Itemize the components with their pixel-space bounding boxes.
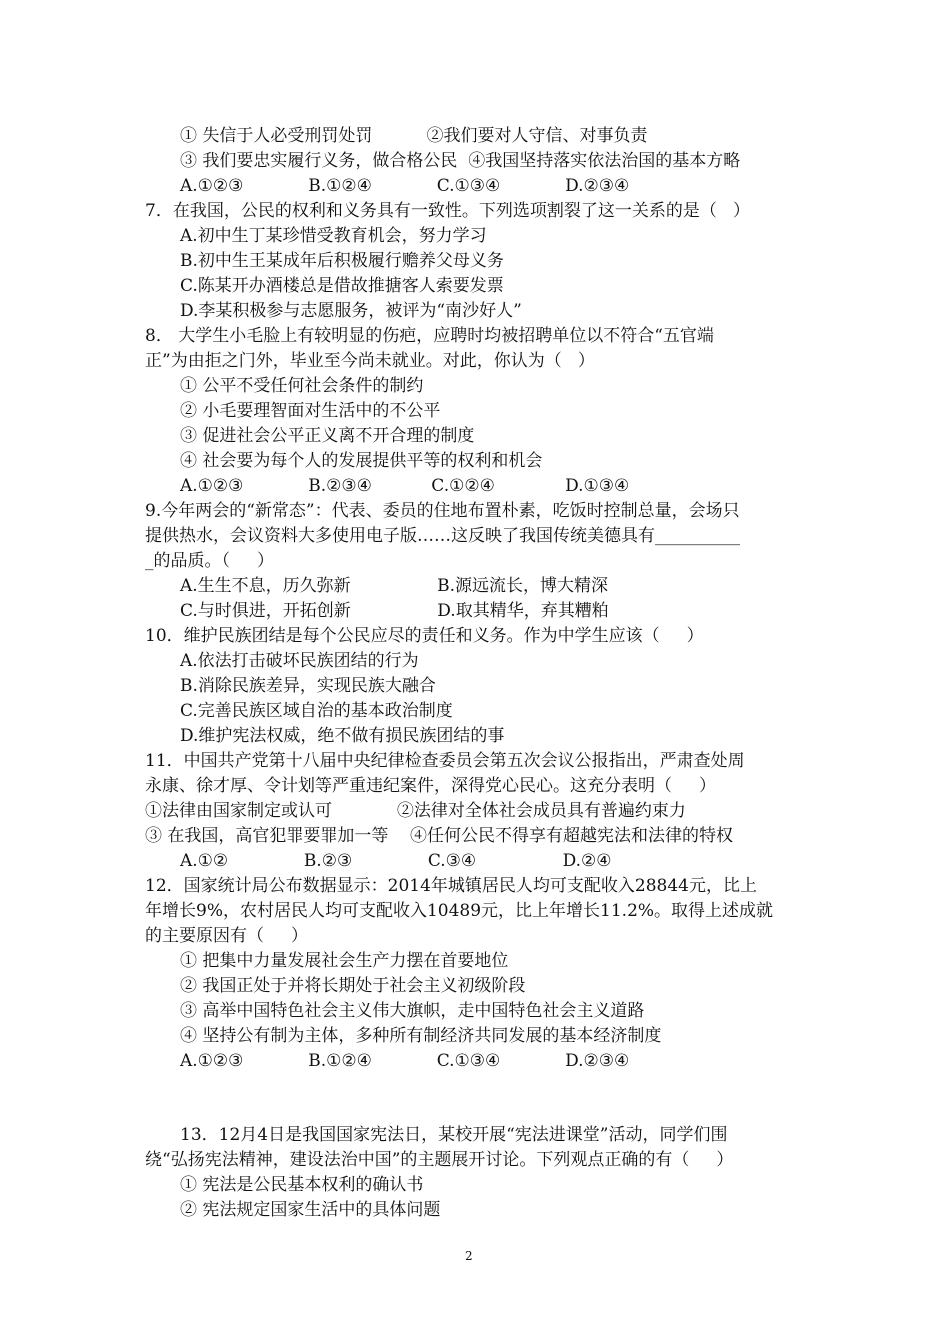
question-12-answer-choices: A.①②③ B.①②④ C.①③④ D.②③④	[180, 1051, 630, 1071]
question-11-stem: 11．中国共产党第十八届中央纪律检查委员会第五次会议公报指出，严肃查处周	[145, 751, 745, 771]
question-7-option: C.陈某开办酒楼总是借故推搪客人索要发票	[180, 276, 504, 296]
question-12-item: ④ 坚持公有制为主体，多种所有制经济共同发展的基本经济制度	[180, 1026, 662, 1046]
question-10-option: B.消除民族差异，实现民族大融合	[180, 676, 436, 696]
question-13-item: ② 宪法规定国家生活中的具体问题	[180, 1200, 441, 1220]
question-11-answer-choices: A.①② B.②③ C.③④ D.②④	[180, 851, 612, 871]
question-7-option: B.初中生王某成年后积极履行赡养父母义务	[180, 251, 504, 271]
question-8-stem: 8． 大学生小毛脸上有较明显的伤疤，应聘时均被招聘单位以不符合“五官端	[145, 326, 714, 346]
question-12-item: ③ 高举中国特色社会主义伟大旗帜，走中国特色社会主义道路	[180, 1001, 645, 1021]
question-12-item: ① 把集中力量发展社会生产力摆在首要地位	[180, 951, 509, 971]
question-12-stem: 12．国家统计局公布数据显示：2014年城镇居民人均可支配收入28844元，比上	[145, 876, 757, 896]
question-8-item: ① 公平不受任何社会条件的制约	[180, 376, 424, 396]
question-12-item: ② 我国正处于并将长期处于社会主义初级阶段	[180, 976, 526, 996]
question-9-options-row: C.与时俱进，开拓创新 D.取其精华，弃其糟粕	[180, 601, 609, 621]
question-12-stem: 的主要原因有（ ）	[145, 926, 309, 946]
question-7-stem: 7．在我国，公民的权利和义务具有一致性。下列选项割裂了这一关系的是（ ）	[145, 201, 751, 221]
question-8-item: ③ 促进社会公平正义离不开合理的制度	[180, 426, 475, 446]
question-9-stem: _的品质。（ ）	[145, 551, 275, 571]
question-13-stem: 绕“弘扬宪法精神，建设法治中国”的主题展开讨论。下列观点正确的有（ ）	[145, 1150, 734, 1170]
question-12-stem: 年增长9%，农村居民人均可支配收入10489元，比上年增长11.2%。取得上述成就	[145, 901, 774, 921]
question-10-option: A.依法打击破坏民族团结的行为	[180, 651, 419, 671]
prev-item-line: ③ 我们要忠实履行义务，做合格公民 ④我国坚持落实依法治国的基本方略	[180, 151, 741, 171]
question-10-option: D.维护宪法权威，绝不做有损民族团结的事	[180, 726, 505, 746]
question-11-items-row: ③ 在我国，高官犯罪要罪加一等 ④任何公民不得享有超越宪法和法律的特权	[145, 826, 734, 846]
question-8-item: ② 小毛要理智面对生活中的不公平	[180, 401, 441, 421]
question-9-stem: 9.今年两会的“新常态”：代表、委员的住地布置朴素，吃饭时控制总量，会场只	[145, 501, 740, 521]
question-11-items-row: ①法律由国家制定或认可 ②法律对全体社会成员具有普遍约束力	[145, 801, 686, 821]
question-10-stem: 10．维护民族团结是每个公民应尽的责任和义务。作为中学生应该（ ）	[145, 626, 704, 646]
question-7-option: A.初中生丁某珍惜受教育机会，努力学习	[180, 226, 487, 246]
prev-item-line: ① 失信于人必受刑罚处罚 ②我们要对人守信、对事负责	[180, 126, 648, 146]
question-13-item: ① 宪法是公民基本权利的确认书	[180, 1175, 424, 1195]
question-7-option: D.李某积极参与志愿服务，被评为“南沙好人”	[180, 301, 522, 321]
question-13-stem: 13．12月4日是我国国家宪法日，某校开展“宪法进课堂”活动，同学们围	[180, 1125, 728, 1145]
question-9-stem: 提供热水，会议资料大多使用电子版……这反映了我国传统美德具有__________	[145, 526, 740, 546]
page-number: 2	[465, 1249, 473, 1263]
question-8-stem: 正”为由拒之门外，毕业至今尚未就业。对此，你认为（ ）	[145, 351, 595, 371]
question-8-answer-choices: A.①②③ B.②③④ C.①②④ D.①③④	[180, 476, 630, 496]
question-9-options-row: A.生生不息，历久弥新 B.源远流长，博大精深	[180, 576, 609, 596]
prev-answer-choices: A.①②③ B.①②④ C.①③④ D.②③④	[180, 176, 630, 196]
question-10-option: C.完善民族区域自治的基本政治制度	[180, 701, 453, 721]
question-11-stem: 永康、徐才厚、令计划等严重违纪案件，深得党心民心。这充分表明（ ）	[145, 776, 717, 796]
question-8-item: ④ 社会要为每个人的发展提供平等的权利和机会	[180, 451, 543, 471]
